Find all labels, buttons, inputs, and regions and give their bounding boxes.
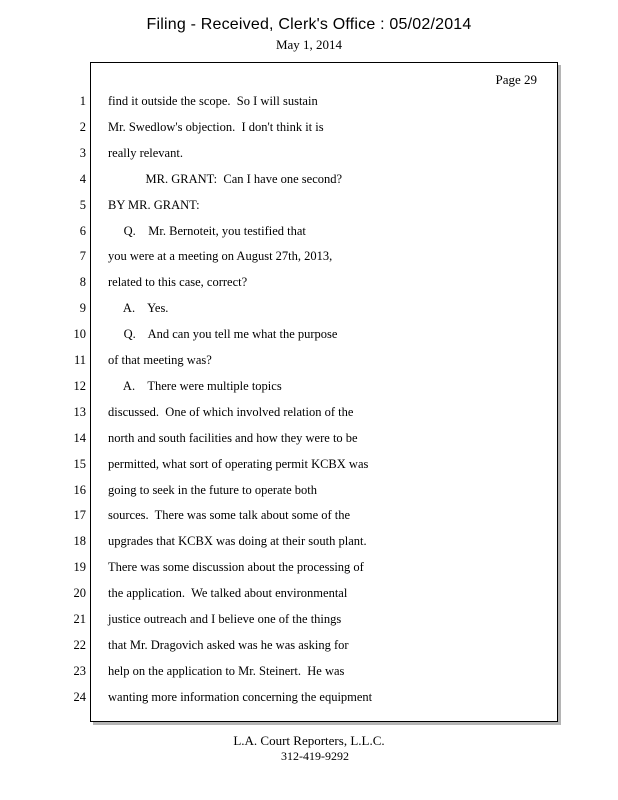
line-number: 14: [73, 430, 86, 445]
line-number: 20: [73, 586, 86, 601]
line-number: 19: [73, 560, 86, 575]
line-text: going to seek in the future to operate both: [108, 482, 317, 497]
transcript-line: [0, 431, 618, 457]
line-number: 22: [73, 637, 86, 652]
line-text: Q. And can you tell me what the purpose: [108, 327, 338, 342]
line-text: north and south facilities and how they were to be: [108, 430, 358, 445]
line-text: find it outside the scope. So I will sustain: [108, 94, 318, 108]
page-number: Page 29: [495, 72, 537, 87]
line-number: 5: [79, 197, 86, 212]
transcript-line: [0, 508, 618, 534]
transcript-line: [0, 120, 618, 146]
transcript-line: [0, 664, 618, 690]
line-number: 24: [73, 689, 86, 704]
line-number: 13: [73, 404, 86, 419]
transcript-line: [0, 94, 618, 120]
transcript-line: [0, 405, 618, 431]
line-text: that Mr. Dragovich asked was he was asking for: [108, 637, 349, 652]
reporter-company: L.A. Court Reporters, L.L.C.: [233, 733, 385, 748]
line-text: MR. GRANT: Can I have one second?: [108, 171, 343, 186]
transcript-line: [0, 690, 618, 716]
line-number: 23: [73, 663, 86, 678]
line-text: BY MR. GRANT:: [108, 197, 200, 212]
line-text: really relevant.: [108, 145, 183, 160]
filing-stamp: Filing - Received, Clerk's Office : 05/02/2014: [146, 16, 472, 33]
line-number: 2: [79, 119, 86, 134]
line-number: 12: [73, 378, 86, 393]
transcript-line: [0, 327, 618, 353]
reporter-phone: 312-419-9292: [281, 749, 349, 763]
line-number: 16: [73, 482, 86, 497]
line-text: Q. Mr. Bernoteit, you testified that: [108, 223, 306, 238]
line-number: 15: [73, 456, 86, 471]
line-text: you were at a meeting on August 27th, 2013,: [108, 249, 333, 264]
transcript-line: [0, 612, 618, 638]
line-text: There was some discussion about the processing of: [108, 560, 364, 575]
transcript-line: [0, 249, 618, 275]
transcript-line: [0, 560, 618, 586]
line-text: related to this case, correct?: [108, 275, 248, 290]
line-text: upgrades that KCBX was doing at their south plant.: [108, 534, 367, 549]
line-text: A. Yes.: [108, 301, 169, 316]
line-number: 21: [73, 612, 86, 626]
transcript-line: [0, 301, 618, 327]
transcript-line: [0, 353, 618, 379]
transcript-line: [0, 638, 618, 664]
transcript-line: [0, 534, 618, 560]
line-number: 18: [73, 534, 86, 549]
line-number: 6: [79, 223, 86, 238]
transcript-line: [0, 198, 618, 224]
line-text: the application. We talked about environmental: [108, 586, 348, 601]
line-number: 8: [79, 275, 86, 290]
line-text: Mr. Swedlow's objection. I don't think it is: [108, 119, 324, 134]
transcript-line: [0, 172, 618, 198]
line-number: 9: [79, 301, 86, 316]
transcript-line: [0, 483, 618, 509]
line-text: permitted, what sort of operating permit KCBX was: [108, 456, 369, 471]
transcript-line: [0, 457, 618, 483]
transcript-line: [0, 146, 618, 172]
line-text: help on the application to Mr. Steinert. He was: [108, 663, 345, 678]
transcript-line: [0, 275, 618, 301]
line-number: 7: [79, 249, 86, 264]
line-text: sources. There was some talk about some of the: [108, 508, 351, 523]
line-text: discussed. One of which involved relation of the: [108, 404, 354, 419]
line-text: of that meeting was?: [108, 353, 212, 367]
transcript-date: May 1, 2014: [275, 37, 343, 52]
transcript-line: [0, 379, 618, 405]
line-number: 11: [73, 353, 86, 367]
line-number: 10: [73, 327, 86, 342]
line-number: 3: [79, 145, 86, 160]
transcript-line: [0, 224, 618, 250]
line-number: 17: [73, 508, 86, 523]
line-number: 1: [79, 94, 86, 108]
line-text: wanting more information concerning the equipment: [108, 689, 373, 704]
line-number: 4: [79, 171, 86, 186]
line-text: A. There were multiple topics: [108, 378, 282, 393]
transcript-line: [0, 586, 618, 612]
line-text: justice outreach and I believe one of the things: [108, 612, 342, 626]
